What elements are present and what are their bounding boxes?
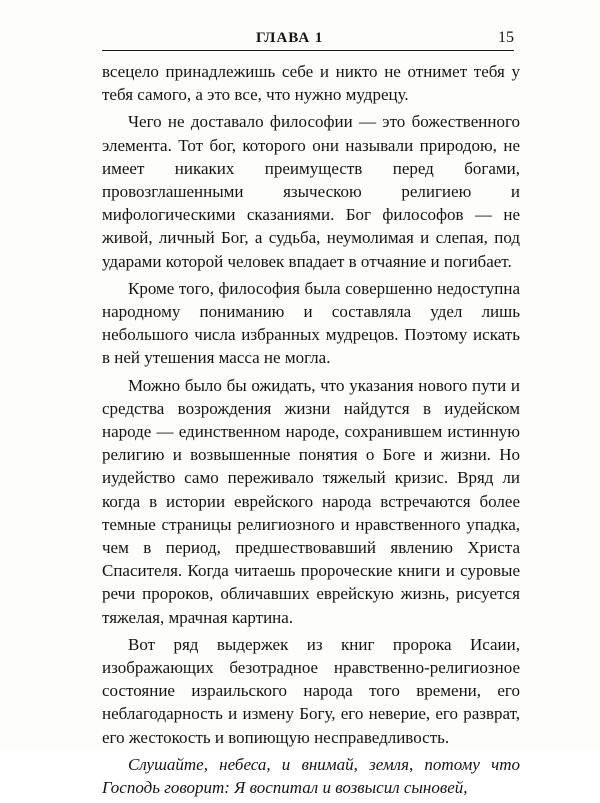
paragraph-continued: всецело принадлежишь себе и никто не отнимет тебя у тебя самого, а это все, что нужно мудрецу. xyxy=(102,62,520,105)
page-number: 15 xyxy=(498,29,514,46)
chapter-title: ГЛАВА 1 xyxy=(256,30,324,46)
paragraph: Вот ряд выдержек из книг пророка Исаии, изображающих безотрадное нравственно-религиозное состояние израильского народа того времени, его неблагодарность и измену Богу, его неверие, его разврат, его жестокость и вопиющую несправедливость. xyxy=(102,634,520,747)
body-text xyxy=(102,60,520,803)
running-header xyxy=(102,26,514,51)
paragraph: Чего не доставало философии — это божественного элемента. Тот бог, которого они называли природою, не имеет никаких преимуществ перед богами, провозглашенными языческою религиею и мифологическими сказаниями. Бог философов — не живой, личный Бог, а судьба, неумолимая и слепая, под ударами которой человек впадает в отчаяние и погибает. xyxy=(102,112,520,271)
paragraph: Можно было бы ожидать, что указания нового пути и средства возрождения жизни найдутся в иудейском народе — единственном народе, сохранившем истинную религию и возвышенные понятия о Боге и жизни. Но иудейство само переживало тяжелый кризис. Вряд ли когда в истории еврейского народа встречаются более темные страницы религиозного и нравственного упадка, чем в период, предшествовавший явлению Христа Спасителя. Когда читаешь пророческие книги и суровые речи пророков, обличавших еврейскую жизнь, рисуется тяжелая, мрачная картина. xyxy=(102,375,520,627)
scripture-quote: Слушайте, небеса, и внимай, земля, потому что Господь говорит: Я воспитал и возвысил сыновей, xyxy=(102,754,520,798)
paragraph: Кроме того, философия была совершенно недоступна народному пониманию и составляла удел лишь небольшого числа избранных мудрецов. Поэтому искать в ней утешения масса не могла. xyxy=(102,278,520,368)
